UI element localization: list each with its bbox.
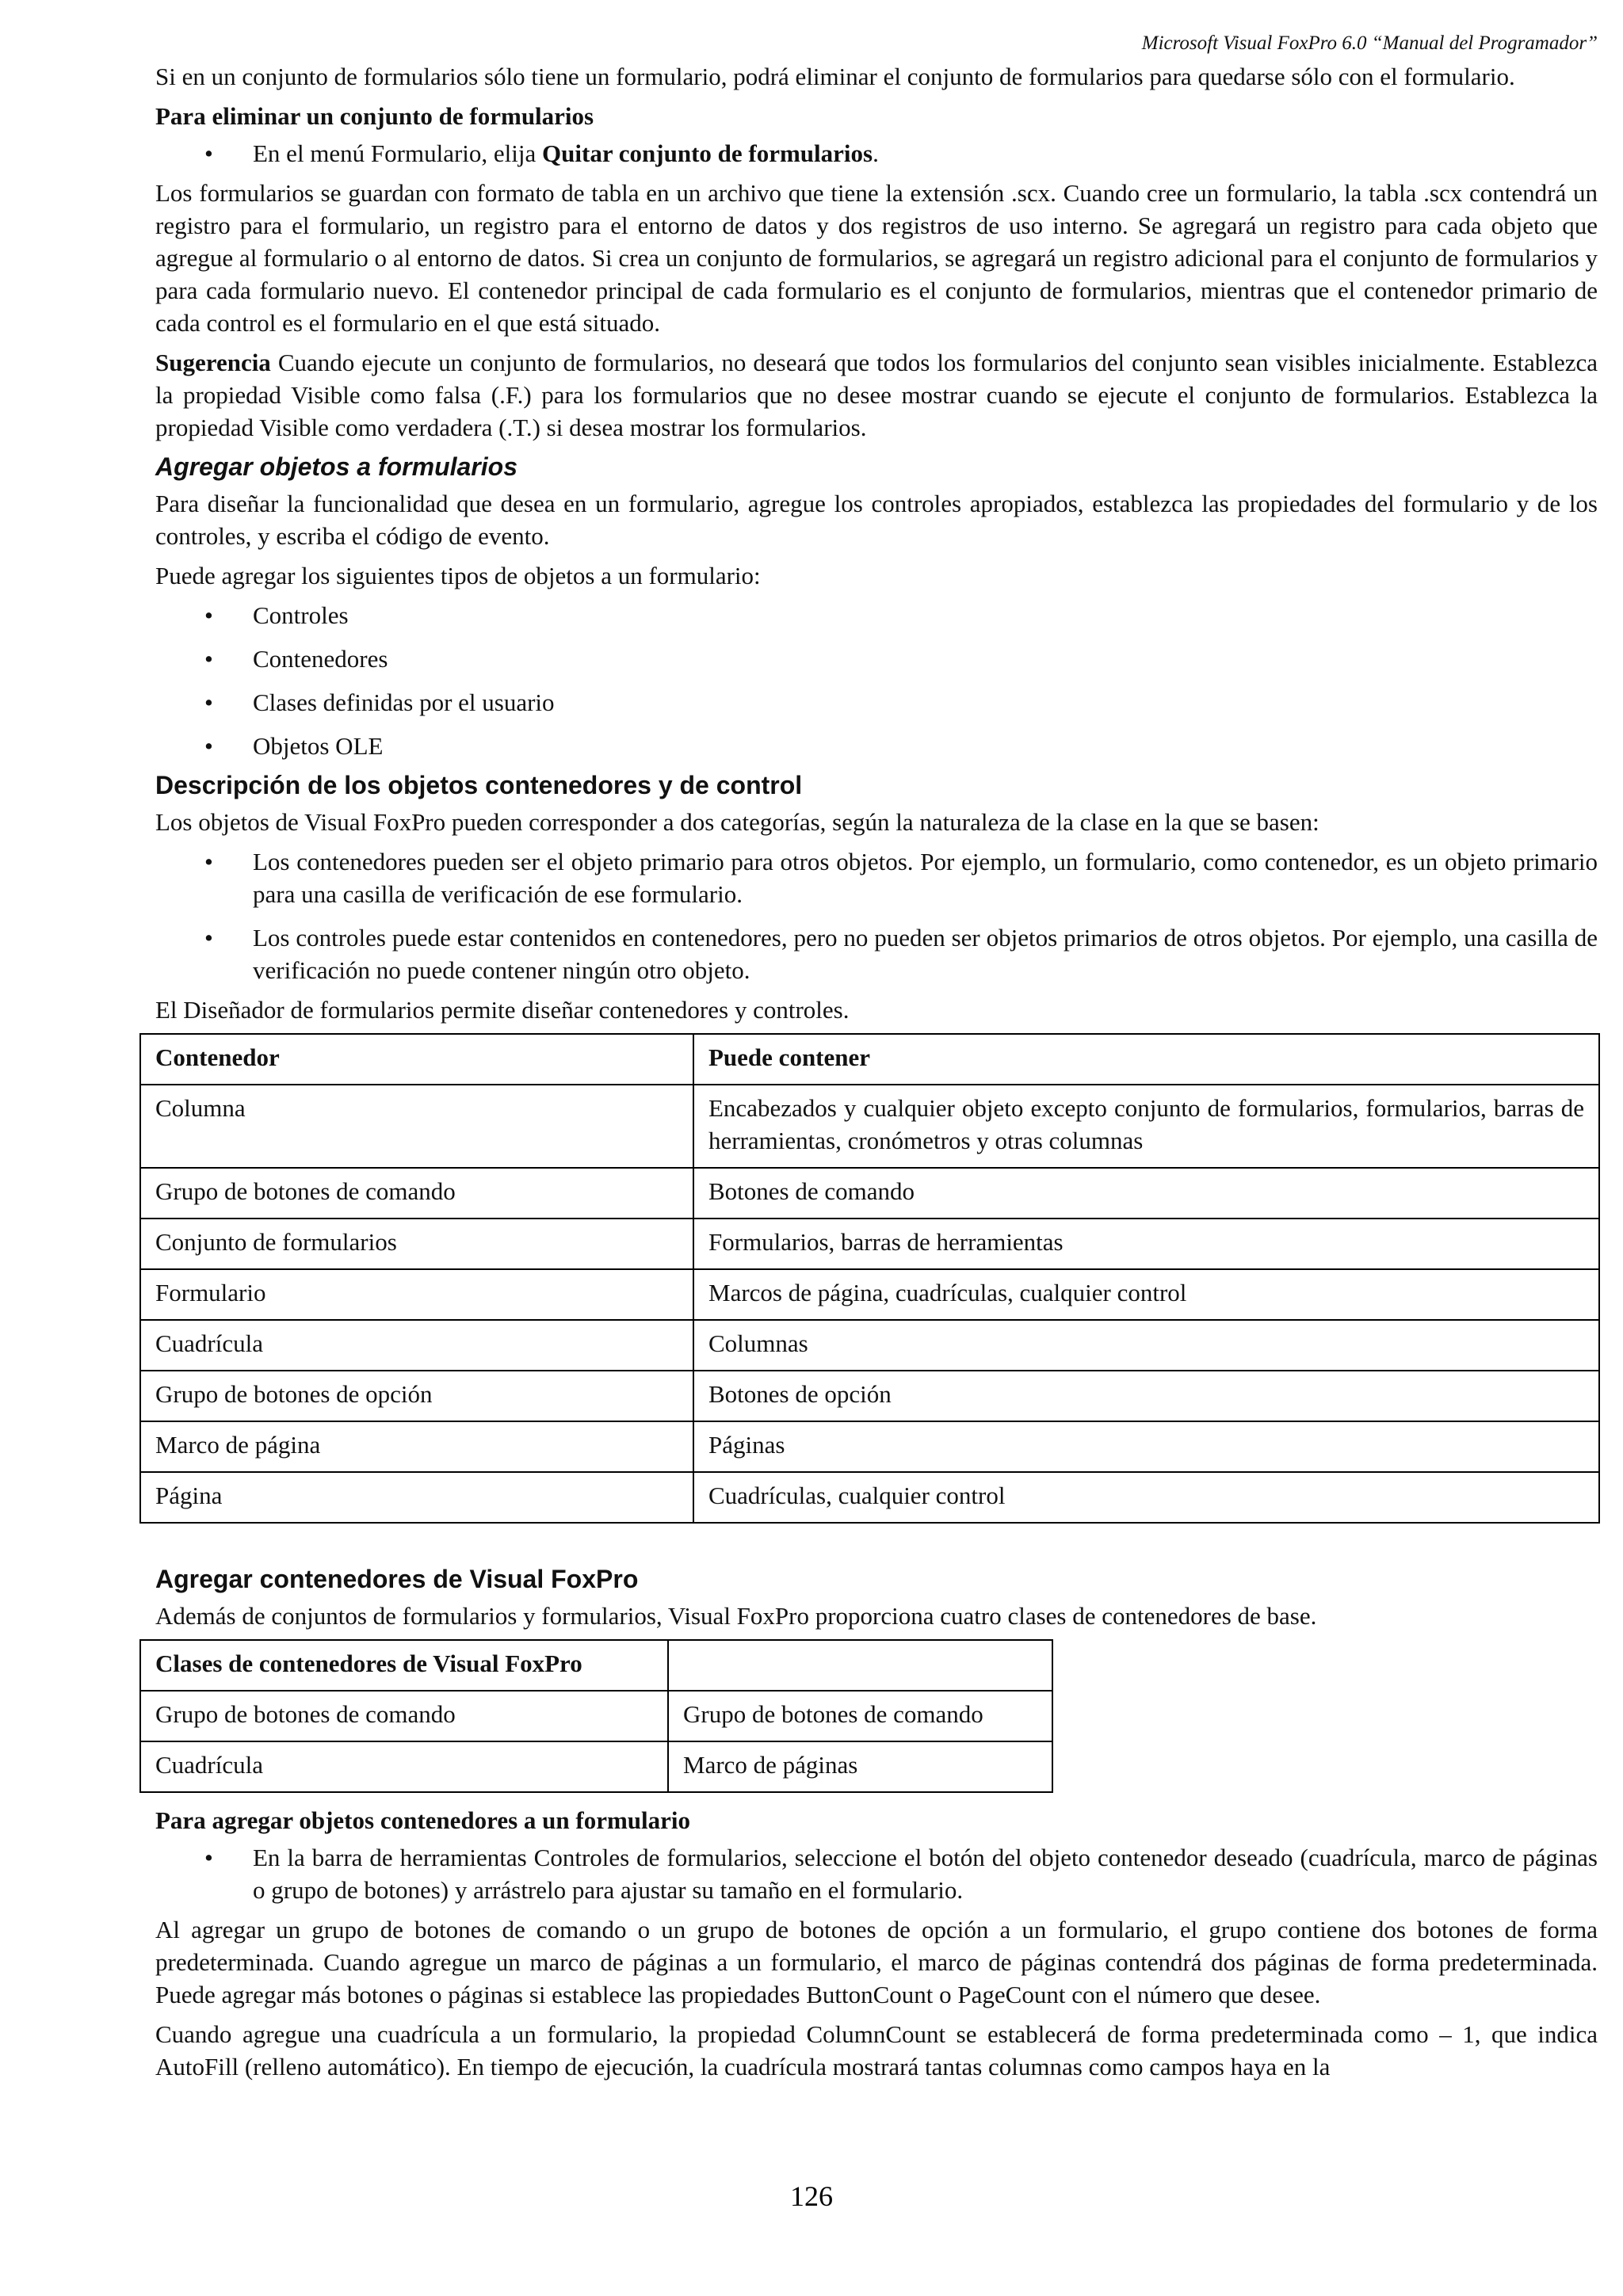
table-header-cell: Clases de contenedores de Visual FoxPro — [140, 1640, 668, 1691]
list-item — [155, 643, 1598, 675]
step-suffix: . — [873, 139, 879, 167]
table-row — [140, 1168, 1599, 1219]
bullet-icon: • — [204, 848, 213, 875]
table-cell: Marco de páginas — [668, 1741, 1052, 1792]
intro-paragraph: Si en un conjunto de formularios sólo tiene un formulario, podrá eliminar el conjunto de formularios para quedarse sólo con el formulario. — [155, 63, 1515, 90]
procedure-steps-remove — [155, 137, 1598, 170]
list-item — [155, 845, 1598, 910]
running-header: Microsoft Visual FoxPro 6.0 “Manual del Programador” — [1141, 32, 1598, 54]
page-number: 126 — [790, 2180, 833, 2212]
table-cell: Encabezados y cualquier objeto excepto conjunto de formularios, formularios, barras de herramientas, cronómetros y otras columnas — [693, 1085, 1599, 1168]
vfp-containers-paragraph: Además de conjuntos de formularios y formularios, Visual FoxPro proporciona cuatro clases de contenedores de base. — [155, 1602, 1317, 1630]
bullet-icon: • — [204, 139, 213, 167]
table-cell: Conjunto de formularios — [140, 1219, 693, 1269]
table-cell: Formulario — [140, 1269, 693, 1320]
tip-text: Cuando ejecute un conjunto de formularios, no deseará que todos los formularios del conjunto sean visibles inicialmente. Establezca la propiedad Visible como falsa (.F.) para los formularios que no desee mostrar cuando se ejecute el conjunto de formularios. Establezca la propiedad Visible como verdadera (.T.) si desea mostrar los formularios. — [155, 349, 1598, 441]
table-cell: Páginas — [693, 1421, 1599, 1472]
designer-paragraph: El Diseñador de formularios permite diseñar contenedores y controles. — [155, 996, 850, 1024]
table-cell: Cuadrícula — [140, 1320, 693, 1371]
procedure-title-add: Para agregar objetos contenedores a un formulario — [155, 1806, 691, 1834]
table-row — [140, 1320, 1599, 1371]
step-text: En el menú Formulario, elija — [253, 139, 543, 167]
table-cell: Formularios, barras de herramientas — [693, 1219, 1599, 1269]
object-types-list — [155, 599, 1598, 762]
bullet-icon: • — [204, 924, 213, 952]
table-header-cell — [668, 1640, 1052, 1691]
table-cell: Botones de comando — [693, 1168, 1599, 1219]
container-classes-table — [139, 1639, 1053, 1793]
table-cell: Grupo de botones de comando — [140, 1168, 693, 1219]
tip-paragraph — [155, 346, 1598, 444]
list-item — [155, 599, 1598, 631]
button-group-paragraph: Al agregar un grupo de botones de comando o un grupo de botones de opción a un formulario, el grupo contiene dos botones de forma predeterminada. Cuando agregue un marco de páginas a un formulario, el marco de páginas contendrá dos páginas de forma predeterminada. Puede agregar más botones o páginas si establece las propiedades ButtonCount o PageCount con el número que desee. — [155, 1916, 1598, 2008]
list-item-text: Los contenedores pueden ser el objeto primario para otros objetos. Por ejemplo, un formulario, como contenedor, es un objeto primario para una casilla de verificación de ese formulario. — [253, 848, 1598, 908]
table-header-cell: Puede contener — [693, 1034, 1599, 1085]
table-cell: Página — [140, 1472, 693, 1523]
table-cell: Marcos de página, cuadrículas, cualquier control — [693, 1269, 1599, 1320]
section-heading-vfp-containers: Agregar contenedores de Visual FoxPro — [155, 1565, 639, 1593]
document-page — [155, 32, 1598, 2090]
scx-paragraph: Los formularios se guardan con formato de tabla en un archivo que tiene la extensión .scx. Cuando cree un formulario, la tabla .scx contendrá un registro para el formulario, un registro para el entorno de datos y dos registros de uso interno. Se agregará un registro para cada objeto que agregue al formulario o al entorno de datos. Si crea un conjunto de formularios, se agregará un registro adicional para el conjunto de formularios y para cada formulario nuevo. El contenedor principal de cada formulario es el conjunto de formularios, mientras que el contenedor primario de cada control es el formulario en el que está situado. — [155, 179, 1598, 337]
bullet-icon: • — [204, 601, 213, 629]
description-paragraph: Los objetos de Visual FoxPro pueden corresponder a dos categorías, según la naturaleza de la clase en la que se basen: — [155, 808, 1319, 836]
grid-paragraph: Cuando agregue una cuadrícula a un formulario, la propiedad ColumnCount se establecerá de forma predeterminada como – 1, que indica AutoFill (relleno automático). En tiempo de ejecución, la cuadrícula mostrará tantas columnas como campos haya en la — [155, 2020, 1598, 2081]
list-item-text: Objetos OLE — [253, 732, 384, 760]
table-row — [140, 1741, 1052, 1792]
add-objects-paragraph-2: Puede agregar los siguientes tipos de objetos a un formulario: — [155, 562, 761, 589]
step-text: En la barra de herramientas Controles de formularios, seleccione el botón del objeto contenedor deseado (cuadrícula, marco de páginas o grupo de botones) y arrástrelo para ajustar su tamaño en el formulario. — [253, 1844, 1598, 1904]
tip-label: Sugerencia — [155, 349, 271, 376]
table-cell: Cuadrícula — [140, 1741, 668, 1792]
table-cell: Columnas — [693, 1320, 1599, 1371]
add-objects-paragraph-1: Para diseñar la funcionalidad que desea en un formulario, agregue los controles apropiados, establezca las propiedades del formulario y de los controles, y escriba el código de evento. — [155, 490, 1598, 550]
list-item-text: Contenedores — [253, 645, 388, 673]
table-cell: Grupo de botones de comando — [140, 1691, 668, 1741]
procedure-title-remove: Para eliminar un conjunto de formularios — [155, 102, 594, 130]
table-header-row — [140, 1034, 1599, 1085]
procedure-step — [155, 1841, 1598, 1906]
category-list — [155, 845, 1598, 986]
bullet-icon: • — [204, 732, 213, 760]
table-cell: Grupo de botones de opción — [140, 1371, 693, 1421]
list-item-text: Controles — [253, 601, 349, 629]
table-row — [140, 1691, 1052, 1741]
procedure-steps-add — [155, 1841, 1598, 1906]
containers-table — [139, 1033, 1600, 1524]
list-item — [155, 686, 1598, 719]
table-row — [140, 1472, 1599, 1523]
bullet-icon: • — [204, 1844, 213, 1871]
table-cell: Columna — [140, 1085, 693, 1168]
table-cell: Botones de opción — [693, 1371, 1599, 1421]
table-row — [140, 1219, 1599, 1269]
table-cell: Grupo de botones de comando — [668, 1691, 1052, 1741]
table-header-row — [140, 1640, 1052, 1691]
menu-command-text: Quitar conjunto de formularios — [542, 139, 873, 167]
table-row — [140, 1421, 1599, 1472]
table-row — [140, 1371, 1599, 1421]
bullet-icon: • — [204, 688, 213, 716]
list-item-text: Clases definidas por el usuario — [253, 688, 555, 716]
table-cell: Marco de página — [140, 1421, 693, 1472]
list-item — [155, 921, 1598, 986]
table-row — [140, 1085, 1599, 1168]
section-heading-description: Descripción de los objetos contenedores y de control — [155, 771, 803, 799]
section-heading-add-objects: Agregar objetos a formularios — [155, 452, 517, 481]
list-item — [155, 730, 1598, 762]
list-item-text: Los controles puede estar contenidos en contenedores, pero no pueden ser objetos primarios de otros objetos. Por ejemplo, una casilla de verificación no puede contener ningún otro objeto. — [253, 924, 1598, 984]
table-row — [140, 1269, 1599, 1320]
procedure-step — [155, 137, 1598, 170]
table-cell: Cuadrículas, cualquier control — [693, 1472, 1599, 1523]
table-header-cell: Contenedor — [140, 1034, 693, 1085]
bullet-icon: • — [204, 645, 213, 673]
